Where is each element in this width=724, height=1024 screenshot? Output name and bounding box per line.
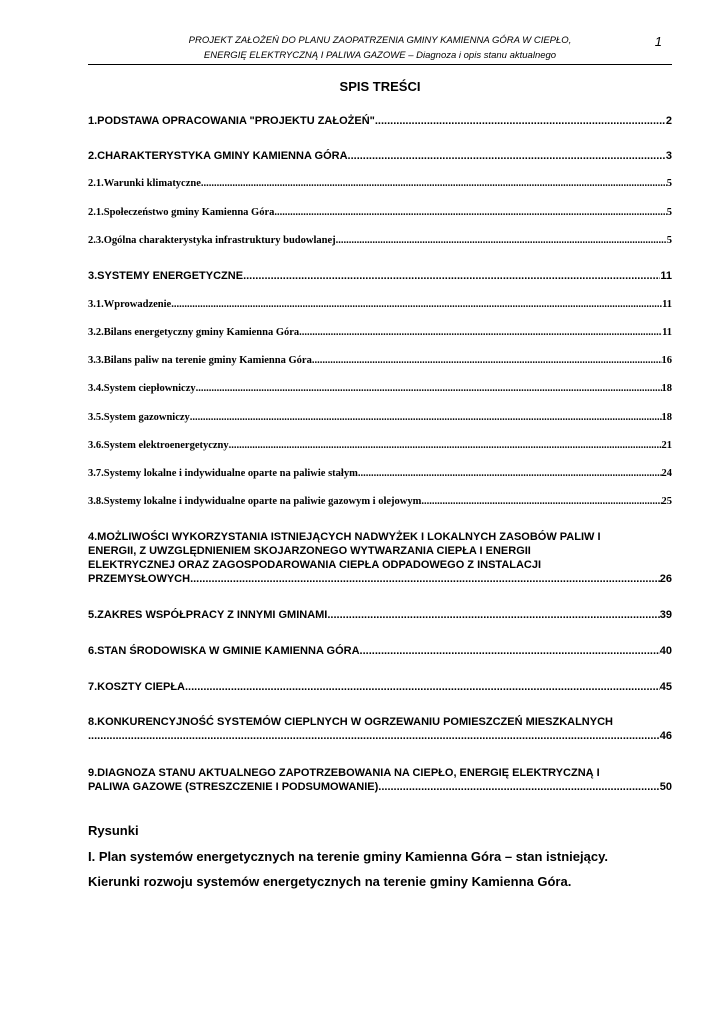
toc-entry-7[interactable] [88, 680, 672, 694]
toc-leader [185, 680, 660, 694]
toc-leader [196, 382, 662, 395]
toc-entry-label-line: PALIWA GAZOWE (STRESZCZENIE I PODSUMOWANIE) [88, 781, 379, 793]
running-header [88, 33, 672, 63]
toc-entry-3-4[interactable] [88, 382, 672, 395]
toc-page-number: 16 [661, 355, 672, 366]
toc-leader [375, 114, 666, 128]
toc-leader [327, 608, 659, 622]
toc-leader [336, 234, 667, 247]
toc-leader [378, 780, 659, 794]
toc-entry-3-7[interactable] [88, 467, 672, 480]
toc-leader [243, 269, 660, 283]
toc-page-number: 45 [659, 681, 672, 693]
toc-leader [190, 572, 660, 586]
toc-leader [171, 298, 662, 311]
toc-page-number: 5 [666, 178, 672, 189]
toc-page-number: 3 [665, 150, 672, 162]
toc-page-number: 5 [666, 235, 672, 246]
toc-entry-label: 6.STAN ŚRODOWISKA W GMINIE KAMIENNA GÓRA [88, 645, 360, 657]
toc-entry-2-3[interactable] [88, 234, 672, 247]
toc-entry-3-8[interactable] [88, 495, 672, 508]
toc-entry-2-2[interactable] [88, 206, 672, 219]
toc-entry-2-1[interactable] [88, 177, 672, 190]
toc-entry-3-3[interactable] [88, 354, 672, 367]
toc-entry-label-line: PRZEMYSŁOWYCH [88, 573, 191, 585]
toc-page-number: 18 [661, 383, 672, 394]
toc-page-number: 24 [661, 468, 672, 479]
toc-page-number: 25 [661, 496, 672, 507]
toc-entry-3-5[interactable] [88, 411, 672, 424]
toc-leader [312, 354, 662, 367]
toc-leader [190, 411, 662, 424]
toc-leader [421, 495, 661, 508]
toc-leader [358, 467, 662, 480]
toc-entry-5[interactable] [88, 608, 672, 622]
toc-page-number: 11 [662, 299, 672, 310]
toc-entry-label-line: ENERGII, Z UWZGLĘDNIENIEM SKOJARZONEGO WYTWARZANIA CIEPŁA I ENERGII [88, 545, 531, 557]
toc-entry-label: 3.2.Bilans energetyczny gminy Kamienna Góra [88, 327, 300, 338]
toc-entry-label: 3.6.System elektroenergetyczny [88, 440, 229, 451]
toc-page-number: 39 [659, 609, 672, 621]
toc-page-number: 11 [660, 270, 672, 282]
toc-entry-2[interactable] [88, 149, 672, 163]
toc-entry-label: 3.7.Systemy lokalne i indywidualne oparte na paliwie stałym [88, 468, 358, 479]
toc-entry-label: 2.CHARAKTERYSTYKA GMINY KAMIENNA GÓRA [88, 150, 348, 162]
toc-entry-label: 7.KOSZTY CIEPŁA [88, 681, 185, 693]
toc-entry-label-line: 8.KONKURENCYJNOŚĆ SYSTEMÓW CIEPLNYCH W OGRZEWANIU POMIESZCZEŃ MIESZKALNYCH [88, 716, 613, 728]
toc-entry-3-6[interactable] [88, 439, 672, 452]
toc-page-number: 11 [662, 327, 672, 338]
toc-entry-6[interactable] [88, 644, 672, 658]
toc-page-number: 40 [659, 645, 672, 657]
toc-page-number: 26 [659, 573, 672, 585]
toc-page-number: 46 [659, 730, 672, 742]
header-line-1: PROJEKT ZAŁOŻEŃ DO PLANU ZAOPATRZENIA GMINY KAMIENNA GÓRA W CIEPŁO, [188, 35, 572, 46]
toc-entry-label: 2.3.Ogólna charakterystyka infrastruktury budowlanej [88, 235, 336, 246]
toc-title: SPIS TREŚCI [339, 79, 421, 94]
figures-heading: Rysunki [88, 823, 139, 838]
toc-entry-label: 3.5.System gazowniczy [88, 412, 190, 423]
toc-entry-3-1[interactable] [88, 298, 672, 311]
toc-leader [229, 439, 662, 452]
toc-entry-label: 3.SYSTEMY ENERGETYCZNE [88, 270, 244, 282]
figure-item-1: I. Plan systemów energetycznych na terenie gminy Kamienna Góra – stan istniejący. [88, 849, 608, 864]
toc-leader [201, 177, 667, 190]
toc-leader [299, 326, 662, 339]
toc-entry-4[interactable] [88, 530, 672, 586]
toc-entry-label-line: 4.MOŻLIWOŚCI WYKORZYSTANIA ISTNIEJĄCYCH NADWYŻEK I LOKALNYCH ZASOBÓW PALIW I [88, 531, 601, 543]
toc-leader [360, 644, 660, 658]
toc-entry-3[interactable] [88, 269, 672, 283]
toc-entry-label: 3.8.Systemy lokalne i indywidualne oparte na paliwie gazowym i olejowym [88, 496, 422, 507]
page-number: 1 [654, 34, 662, 49]
header-line-2: ENERGIĘ ELEKTRYCZNĄ I PALIWA GAZOWE – Diagnoza i opis stanu aktualnego [203, 50, 557, 61]
toc-leader [88, 729, 660, 743]
toc-entry-label: 3.1.Wprowadzenie [88, 299, 172, 310]
toc-entry-1[interactable] [88, 114, 672, 128]
toc-entry-label: 3.3.Bilans paliw na terenie gminy Kamienna Góra [88, 355, 312, 366]
header-divider [88, 64, 672, 65]
toc-entry-label: 1.PODSTAWA OPRACOWANIA "PROJEKTU ZAŁOŻEŃ" [88, 115, 375, 127]
toc-page-number: 2 [665, 115, 672, 127]
toc-entry-9[interactable] [88, 766, 672, 794]
toc-leader [348, 149, 666, 163]
toc-leader [274, 206, 666, 219]
toc-page-number: 5 [666, 207, 672, 218]
toc-entry-label: 3.4.System ciepłowniczy [88, 383, 196, 394]
toc-entry-label: 5.ZAKRES WSPÓŁPRACY Z INNYMI GMINAMI [88, 609, 328, 621]
toc-entry-8[interactable] [88, 715, 672, 743]
toc-entry-label-line: ELEKTRYCZNEJ ORAZ ZAGOSPODAROWANIA CIEPŁA ODPADOWEGO Z INSTALACJI [88, 559, 542, 571]
toc-entry-label-line: 9.DIAGNOZA STANU AKTUALNEGO ZAPOTRZEBOWANIA NA CIEPŁO, ENERGIĘ ELEKTRYCZNĄ I [88, 767, 600, 779]
toc-entry-3-2[interactable] [88, 326, 672, 339]
toc-entry-label: 2.1.Społeczeństwo gminy Kamienna Góra [88, 207, 275, 218]
toc-page-number: 21 [661, 440, 672, 451]
toc-page-number: 18 [661, 412, 672, 423]
toc-entry-label: 2.1.Warunki klimatyczne [88, 178, 201, 189]
toc-page-number: 50 [659, 781, 672, 793]
figure-item-2: Kierunki rozwoju systemów energetycznych na terenie gminy Kamienna Góra. [88, 874, 572, 889]
